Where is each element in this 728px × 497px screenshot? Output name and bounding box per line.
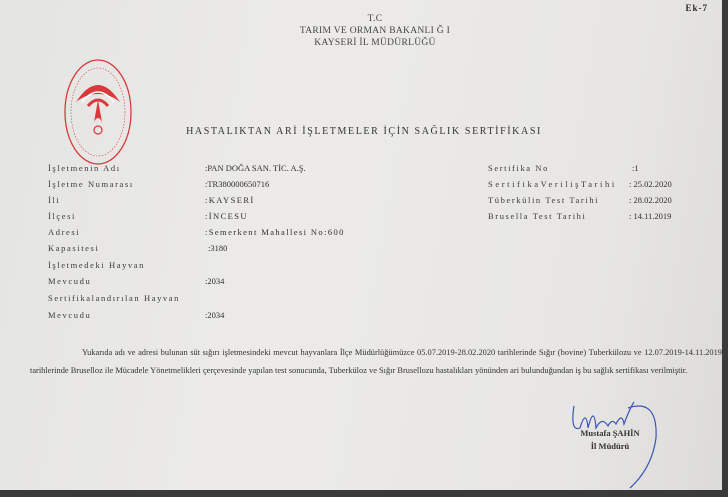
field-label: SertifikaVerilişTarihi: [488, 179, 617, 189]
field-value: :1: [632, 163, 639, 173]
field-label: Brusella Test Tarihi: [488, 211, 587, 221]
header-ministry: TARIM VE ORMAN BAKANLI Ğ I: [299, 26, 451, 36]
field-value: :2034: [205, 310, 225, 320]
field-label: Kapasitesi: [48, 243, 100, 253]
ministry-seal-logo: [62, 56, 134, 168]
field-label: İlçesi: [48, 211, 77, 221]
field-label: İli: [48, 195, 61, 205]
field-value: : 25.02.2020: [629, 179, 672, 189]
certificate-title: HASTALIKTAN ARİ İŞLETMELER İÇİN SAĞLIK SERTİFİKASI: [186, 126, 542, 137]
field-label: Sertifikalandırılan Hayvan: [48, 293, 180, 303]
field-label: İşletme Numarası: [48, 179, 134, 189]
field-label: Sertifika No: [488, 163, 549, 173]
field-label: Mevcudu: [48, 276, 92, 286]
field-value: :Semerkent Mahallesi No:600: [205, 227, 345, 237]
field-label: Adresi: [48, 227, 81, 237]
annex-label: Ek-7: [685, 3, 708, 13]
field-value: : 14.11.2019: [629, 211, 672, 221]
field-label: Mevcudu: [48, 310, 92, 320]
field-value: :3180: [208, 243, 228, 253]
certificate-statement: Yukarıda adı ve adresi bulunan süt sığırı işletmesindeki mevcut hayvanlara İlçe Müdürlüğümüzce 05.07.2019-28.02.2020 tarihlerinde Sığır (bovine) Tuberkülozu ve 12.07.2019-14.11.2019 tarihlerinde Bruselloz ile Mücadele Yönetmelikleri çerçevesinde yapılan test sonucunda, Tuberküloz ve Sığır Brusellozu hastalıkları yönünden ari bulunduğundan iş bu sağlık sertifikası verilmiştir.: [30, 348, 722, 375]
field-value: :PAN DOĞA SAN. TİC. A.Ş.: [205, 163, 306, 173]
header-directorate: KAYSERİ İL MÜDÜRLÜĞÜ: [314, 38, 436, 48]
field-value: :TR380000650716: [205, 179, 270, 189]
signatory-title: İl Müdürü: [590, 441, 630, 451]
field-label: Tüberkülin Test Tarihi: [488, 195, 600, 205]
field-label: İşletmedeki Hayvan: [48, 260, 146, 270]
field-value: :KAYSERİ: [205, 195, 255, 205]
field-value: :İNCESU: [205, 211, 248, 221]
header-tc: T.C: [367, 14, 383, 24]
signatory-name: Mustafa ŞAHİN: [580, 428, 640, 438]
field-value: :2034: [205, 276, 225, 286]
field-value: : 28.02.2020: [629, 195, 672, 205]
field-label: İşletmenin Adı: [48, 163, 121, 173]
